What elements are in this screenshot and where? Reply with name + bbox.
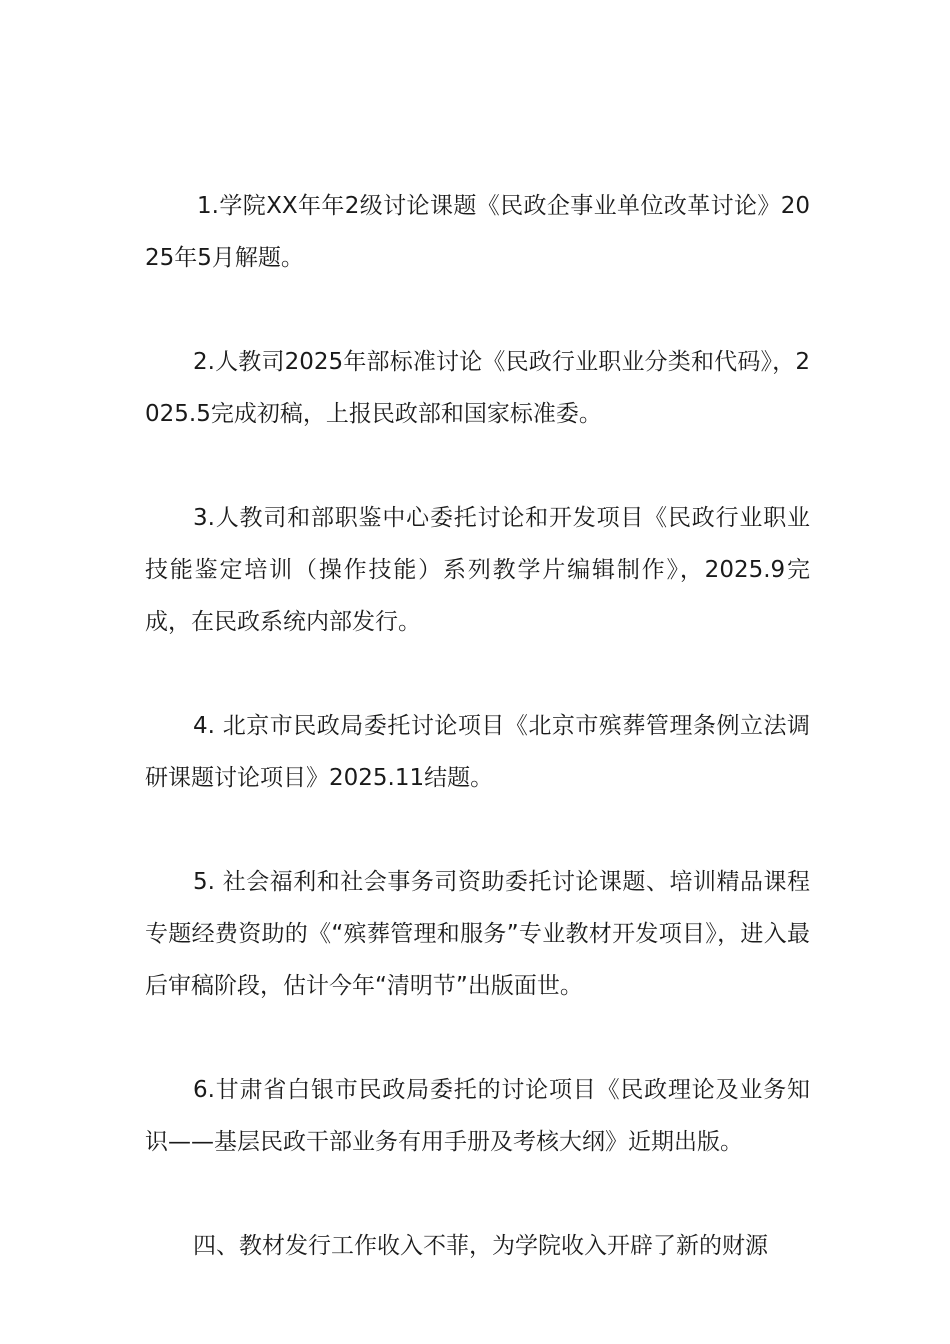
document-body <box>145 180 810 1324</box>
paragraph-item-1: 1.学院XX年年2级讨论课题《民政企事业单位改革讨论》2025年5月解题。 <box>145 193 810 271</box>
section-heading-4: 四、教材发行工作收入不菲，为学院收入开辟了新的财源 <box>193 1233 768 1259</box>
paragraph-item-5: 5. 社会福利和社会事务司资助委托讨论课题、培训精品课程专题经费资助的《“殡葬管理和服务”专业教材开发项目》，进入最后审稿阶段，估计今年“清明节”出版面世。 <box>145 869 810 999</box>
paragraph-item-2: 2.人教司2025年部标准讨论《民政行业职业分类和代码》，2025.5完成初稿，上报民政部和国家标准委。 <box>145 349 810 427</box>
paragraph-item-4: 4. 北京市民政局委托讨论项目《北京市殡葬管理条例立法调研课题讨论项目》2025.11结题。 <box>145 713 810 791</box>
paragraph-item-3: 3.人教司和部职鉴中心委托讨论和开发项目《民政行业职业技能鉴定培训（操作技能）系列教学片编辑制作》，2025.9完成，在民政系统内部发行。 <box>145 505 810 635</box>
paragraph-item-6: 6.甘肃省白银市民政局委托的讨论项目《民政理论及业务知识——基层民政干部业务有用手册及考核大纲》近期出版。 <box>145 1077 810 1155</box>
